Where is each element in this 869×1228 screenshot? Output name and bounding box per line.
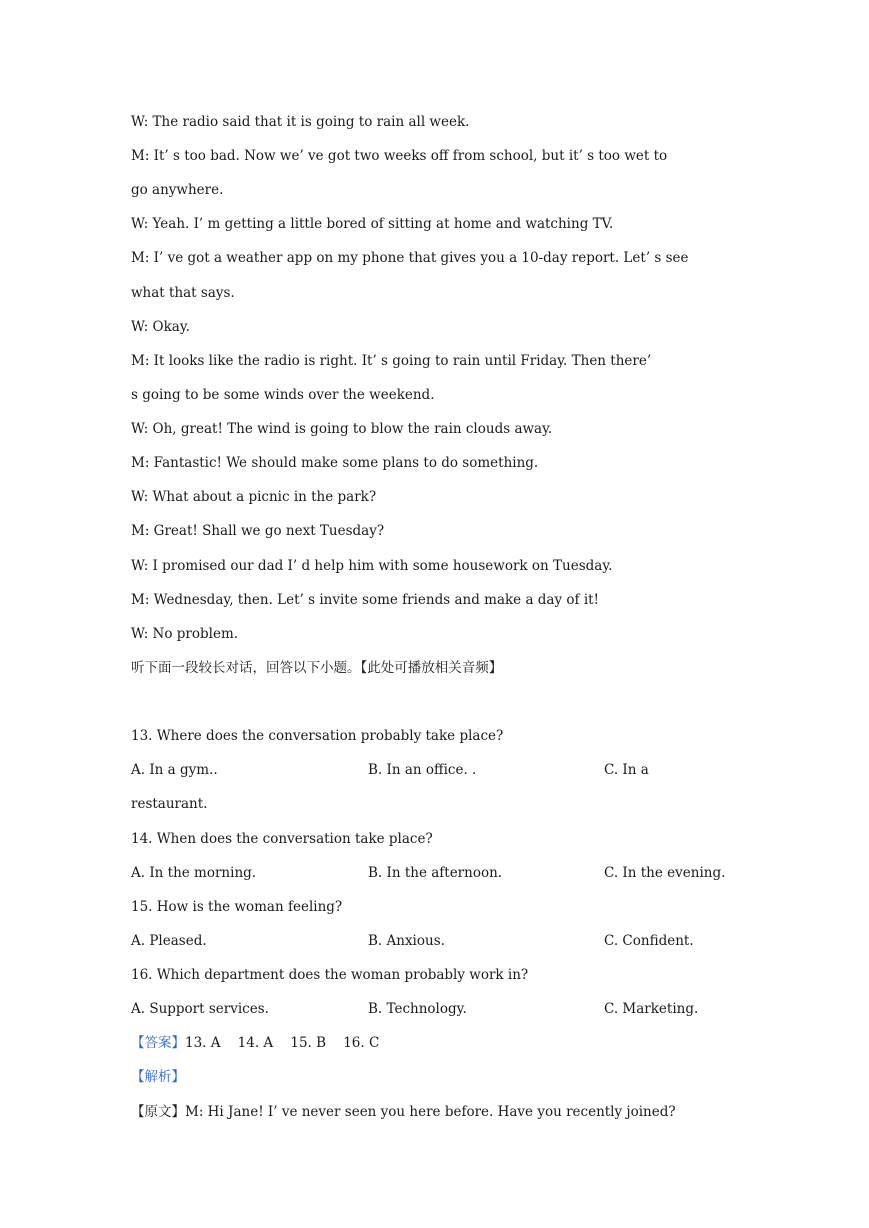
dialogue-line: W: Okay. (131, 319, 190, 335)
option-continuation: restaurant. (131, 796, 208, 812)
dialogue-line: what that says. (131, 285, 235, 301)
dialogue-line: M: Wednesday, then. Let’ s invite some friends and make a day of it! (131, 592, 599, 608)
dialogue-line: s going to be some winds over the weekend. (131, 387, 435, 403)
dialogue-line: M: It looks like the radio is right. It’ s going to rain until Friday. Then there’ (131, 353, 652, 369)
dialogue-line: W: Yeah. I’ m getting a little bored of sitting at home and watching TV. (131, 216, 614, 232)
answer-line (131, 1034, 741, 1052)
answer-text: 13. A 14. A 15. B 16. C (185, 1035, 380, 1051)
analysis-tag: 【解析】 (131, 1069, 185, 1085)
dialogue-line: W: The radio said that it is going to rain all week. (131, 114, 470, 130)
option-b: B. In an office. . (368, 762, 477, 778)
option-b: B. Anxious. (368, 933, 445, 949)
option-a: A. Pleased. (131, 933, 207, 949)
option-a: A. In a gym.. (131, 762, 218, 778)
option-c: C. In the evening. (604, 865, 726, 881)
option-b: B. In the afternoon. (368, 865, 503, 881)
option-c: C. In a (604, 762, 649, 778)
option-c: C. Confident. (604, 933, 694, 949)
transcript-line (131, 1103, 741, 1121)
dialogue-line: W: I promised our dad I’ d help him with some housework on Tuesday. (131, 558, 613, 574)
option-b: B. Technology. (368, 1001, 467, 1017)
options-row (131, 1000, 741, 1018)
dialogue-line: M: It’ s too bad. Now we’ ve got two weeks off from school, but it’ s too wet to (131, 148, 668, 164)
option-a: A. In the morning. (131, 865, 257, 881)
dialogue-line: W: Oh, great! The wind is going to blow the rain clouds away. (131, 421, 553, 437)
dialogue-line: M: Fantastic! We should make some plans to do something. (131, 455, 539, 471)
question-stem: 14. When does the conversation take place? (131, 831, 433, 847)
dialogue-line: go anywhere. (131, 182, 224, 198)
dialogue-line: M: I’ ve got a weather app on my phone that gives you a 10-day report. Let’ s see (131, 250, 689, 266)
question-stem: 16. Which department does the woman probably work in? (131, 967, 529, 983)
question-stem: 13. Where does the conversation probably take place? (131, 728, 504, 744)
dialogue-line: W: What about a picnic in the park? (131, 489, 377, 505)
analysis-line (131, 1068, 741, 1086)
options-row (131, 761, 741, 779)
option-c: C. Marketing. (604, 1001, 699, 1017)
question-stem: 15. How is the woman feeling? (131, 899, 343, 915)
transcript-tag: 【原文】 (131, 1104, 185, 1120)
transcript-text: M: Hi Jane! I’ ve never seen you here before. Have you recently joined? (185, 1104, 676, 1120)
answer-tag: 【答案】 (131, 1035, 185, 1051)
options-row (131, 864, 741, 882)
dialogue-line: W: No problem. (131, 626, 239, 642)
section-instruction: 听下面一段较长对话，回答以下小题。【此处可播放相关音频】 (131, 660, 503, 676)
dialogue-line: M: Great! Shall we go next Tuesday? (131, 523, 385, 539)
option-a: A. Support services. (131, 1001, 269, 1017)
options-row (131, 932, 741, 950)
